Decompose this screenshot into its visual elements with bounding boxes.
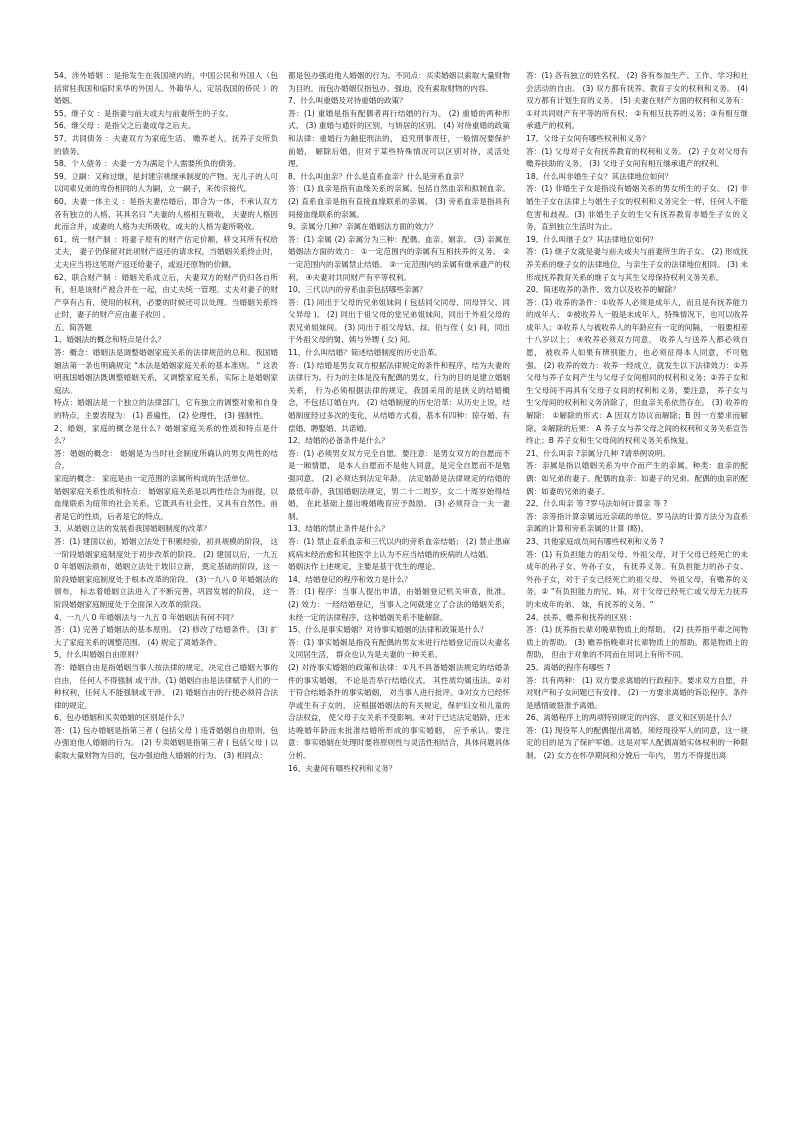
text-column-middle <box>288 70 510 1110</box>
paragraph: 答：(1) 血亲是指有血缘关系的亲属。包括自然血亲和拟制血亲。 (2) 直系血亲是指有直接血缘联系的亲属。 (3) 旁系血亲是指具有间接血缘联系的亲属。 <box>288 184 510 219</box>
paragraph: 特点：婚姻法是一个独立的法律部门，它有独立的调整对象和自身的特点，主要表现为： (1) 普遍性， (2) 伦理性， (3) 强制性。 <box>54 398 278 421</box>
paragraph: 15、什么是事实婚姻？对待事实婚姻的法律和政策是什么？ <box>288 625 488 635</box>
paragraph: 答：(1) 各有独立的姓名权。 (2) 各有参加生产、工作、学习和社会活动的自由。 (3) 双方都有抚养、教育子女的权利和义务。 (4) 双方都有计划生育的义务。 (5) 夫妻在财产方面的权利和义务有：①对共同财产有平等的所有权； ②有相互扶养的义务；③有相互继承遗产的权利。 <box>526 71 748 131</box>
paragraph: 家庭的概念： 家庭是由一定范围的亲属所构成的生活单位。 <box>54 474 254 483</box>
paragraph: 答：(1) 收养的条件：①收养人必须是成年人，而且是有抚养能力的成年人； ②被收养人一般是未成年人，特殊情况下，也可以收养成年人；③收养人与被收养人的年龄应有一定的间隔， 一般要相差十八岁以上； ④收养必须双方同意， 收养人与送养人都必须自愿， 被收养人如果有辨别能力，也必须征得本人同意，不可勉强。 (2) 收养的效力：收养一经成立，就发生以下法律效力：①养父母与养子女间产生与父母子女间相同的权利和义务；②养子女和生父母间不再具有父母子女间的权利和义务，要注意， 养子女与生父母间的权利和义务消除了，但血亲关系依然存在。 (3) 收养的解除： ①解除的形式：A 因双方协议而解除；B 因一方要求而解除。②解除的后果： A 养子女与养父母之间的权利和义务关系宣告终止；B 养子女和生父母间的权利义务关系恢复。 <box>526 297 748 446</box>
paragraph: 26、离婚程序上的两项特别规定的内容、 意义和区别是什么？ <box>526 713 736 723</box>
paragraph: 答：(1) 事实婚姻是指没有配偶的男女未进行结婚登记而以夫妻名义同居生活， 群众也认为是夫妻的一种关系。 <box>288 637 510 660</box>
paragraph: 17、父母子女间有哪些权利和义务？ <box>526 133 650 143</box>
paragraph: 答：(1) 重婚是指有配偶者再行结婚的行为。 (2) 重婚的两种形式。 (3) 重婚与通奸的区别，与姘居的区别。 (4) 对待重婚的政策和法律：重婚行为触犯刑法的， 追究刑事责任，一般情况要保护前婚， 解除后婚，但对于某些特殊情况可以区别对待，灵活处理。 <box>288 108 510 169</box>
paragraph: 55、继子女 ：是指妻与前夫或夫与前妻所生的子女。 <box>54 108 234 118</box>
paragraph: 5、什么叫婚姻自由原则？ <box>54 650 143 660</box>
paragraph: 答：(1) 建国以前，婚姻立法处于积累经验，初具规模的阶段， 这一阶段婚姻家庭制度处于初步改革的阶段。 (2) 建国以后，一九五 0 年婚姻法颁布，婚姻立法处于坡旧立新， 奠定基础的阶段，这一阶段婚姻家庭制度处于根本改革的阶段。 (3)一九八 0 年婚姻法的颁布， 标志着婚姻立法进入了不断完善，巩固发展的阶段， 这一阶段婚姻家庭制度处于全面深入改革的阶段。 <box>54 536 278 609</box>
paragraph: 答：(1) 完善了婚姻法的基本原则。 (2) 修改了结婚条件。 (3) 扩大了家庭关系的调整范围。 (4) 规定了离婚条件。 <box>54 625 278 647</box>
paragraph: 4、一九八 0 年婚姻法与一九五 0 年婚姻法有何不同？ <box>54 612 238 622</box>
paragraph: 9、亲属分几种？亲属在婚姻法方面的效力？ <box>288 222 438 232</box>
paragraph: 54、涉外婚姻 ：是指发生在我国境内的，中国公民和外国人（包括常驻我国和临时来华的外国人、外籍华人，定居我国的侨民 ）的婚姻。 <box>54 71 278 106</box>
paragraph: 2、婚姻，家庭的概念是什么？婚姻家庭关系的性质和特点是什么？ <box>54 423 278 446</box>
paragraph: 答：(1) 包办婚姻是指第三者 ( 包括父母 ) 违背婚姻自由原则，包办强迫他人婚姻的行为。 (2) 专卖婚姻是指第三者 ( 包括父母 ) 以索取大量财物为目的，包办强迫他人婚姻的行为。 (3) 相同点： <box>54 725 278 761</box>
paragraph: 16、夫妻间有哪些权利和义务？ <box>288 763 397 773</box>
paragraph: 答：(1) 有负担能力的祖父母、外祖父母，对于父母已经死亡的未成年的孙子女、外孙子女， 有抚养义务。有负担能力的孙子女、外孙子女，对于子女已经死亡的祖父母、 外祖父母，有赡养的义务。② "有负担能力的兄、姊，对于父母已经死亡或父母无力抚养的未成年的弟、 妹，有抚养的义务。" <box>526 549 748 609</box>
text-column-left <box>54 70 278 1110</box>
paragraph: 答：(1) 抚养指长辈对晚辈物质上的帮助。 (2) 扶养指平辈之间物质上的帮助。 (3) 赡养指晚辈对长辈物质上的帮助。都是物质上的帮助， 但由于对象的不同而在用词上有所不同。 <box>526 625 748 660</box>
paragraph: 20、简述收养的条件、效力以及收养的解除？ <box>526 285 680 295</box>
paragraph: 21、什么叫亲 ?亲属分几种 ?请举例说明。 <box>526 448 671 458</box>
paragraph: 答：亲等指计算亲属远近亲疏的单位。罗马法的计算方法分为直系亲属的计算和旁系亲属的计算 (略)。 <box>526 511 748 534</box>
paragraph: 都是包办强迫他人婚姻的行为。不同点：买卖婚姻以索取大量财物为目的，而包办婚姻仅指包办、强迫，没有索取财物的内容。 <box>288 71 510 93</box>
paragraph: 答：(1) 现役军人的配偶提出离婚，须经现役军人的同意，这一规定的目的是为了保护军婚。这是对军人配偶离婚实体权利的一种限制。 (2) 女方在怀孕期间和分娩后一年内， 男方不得提出离 <box>526 725 748 761</box>
paragraph: 答：婚姻自由是指婚姻当事人按法律的规定，决定自己婚姻大事的自由， 任何人不得强制 或干涉。(1) 婚姻自由是法律赋予人们的一种权利，任何人不能强制或干涉。 (2) 婚姻自由的行使必须符合法律的规定。 <box>54 662 278 710</box>
paragraph: 25、离婚的程序有哪些 ? <box>526 662 611 672</box>
paragraph: 答：(1) 必须男女双方完全自愿。要注意：是男女双方的自愿而不是一厢情愿， 是本人自愿而不是他人同意，是完全自愿而不是勉强同意。 (2) 必须达到法定年龄。 法定婚龄是法律规定的结婚的最低年龄，我国婚姻法规定，男二十二周岁，女二十周岁始得结婚， 在此基础上提出晚婚晚育应予鼓励。 (3) 必须符合一夫一妻制。 <box>288 448 510 521</box>
paragraph: 11、什么叫结婚？简述结婚制度的历史沿革。 <box>288 348 442 358</box>
paragraph: 答：(1) 亲属 (2) 亲属分为三种：配偶、血亲、姻亲。 (3) 亲属在婚姻法方面的效力： ①一定范围内的亲属有互相扶养的义务。 ②一定范围内的亲属禁止结婚。 ③一定范围内的亲属有继承遗产的权利。 ④夫妻对共同财产有平等权利。 <box>288 234 510 282</box>
paragraph: 24、扶养、赡养和抚养的区别 : <box>526 612 632 622</box>
paragraph: 婚姻家庭关系性质和特点： 婚姻家庭关系是以两性结合为前提，以血缘联系为纽带的社会关系，它既具有社会性，又具有自然性。前者是它的性质，后者是它的特点。 <box>54 486 278 521</box>
paragraph: 59、立嗣：又称过继，是封建宗祧继承制度的产物。无儿子的人可以同辈兄弟的卑份相同的人为嗣，立一嗣子，来传宗接代。 <box>54 171 278 194</box>
paragraph: 6、包办婚姻和买卖婚姻的区别是什么？ <box>54 713 188 723</box>
paragraph: 答：(1) 禁止直系血亲和三代以内的旁系血亲结婚； (2) 禁止患麻疯病未经治愈和其他医学上认为不应当结婚的疾病的人结婚。 <box>288 536 510 559</box>
paragraph: 56、继父母 ：是指父之后妻或母之后夫。 <box>54 121 196 131</box>
paragraph: 答：婚姻的概念： 婚姻是为当时社会制度所确认的男女两性的结合。 <box>54 448 278 471</box>
paragraph: 答：(1) 非婚生子女是指没有婚姻关系的男女所生的子女。 (2) 非婚生子女在法律上与婚生子女的权利和义务完全一样，任何人不能危害和歧视。(3) 非婚生子女的生父有抚养教育非婚生子女的义务，直到独立生活时为止。 <box>526 184 748 232</box>
paragraph: 答：共有两种： (1) 双方要求离婚的行政程序。要求双方自愿，并对财产和子女问题已有安排。 (2) 一方要求离婚的诉讼程序。条件是感情破裂准予离婚。 <box>526 675 748 710</box>
paragraph: 22、什么叫亲 等 ?罗马法如何计算亲 等 ? <box>526 499 668 509</box>
paragraph: 答：(1) 父母对子女有抚养教育的权利和义务。 (2) 子女对父母有赡养扶助的义务。 (3) 父母子女间有相互继承遗产的权利。 <box>526 146 748 169</box>
paragraph: 五、简答题 <box>54 322 92 332</box>
paragraph: 3、从婚姻立法的发展看我国婚姻制度的改革？ <box>54 524 211 534</box>
paragraph: 10、三代以内的旁系血亲包括哪些亲属？ <box>288 285 427 295</box>
text-column-right <box>526 70 748 1110</box>
paragraph: 13、结婚的禁止条件是什么？ <box>288 524 389 534</box>
paragraph: 62、联合财产制 ：婚姻关系成立后，夫妻双方的财产仍归各自所有，但是该财产被合并在一起，由丈夫统一管理。丈夫对妻子的财产享有占有，使用的权利，必要的时候还可以处理。当婚姻关系终止时，妻子的财产应由妻子收回 。 <box>54 272 278 320</box>
paragraph: 61、统一财产制 ：将妻子原有的财产估定价额，移交其所有权给丈夫， 妻子仍保留对此项财产返还的请求权，当婚姻关系终止时，丈夫应当将这笔财产返还给妻子，或返还原物的价额。 <box>54 234 278 269</box>
paragraph: 19、什么叫继子女？其法律地位如何？ <box>526 234 658 244</box>
paragraph: 答：(1) 同出于父母的兄弟姐妹间 ( 包括同父同母、同母异父、同父异母 )。 (2) 同出于祖父母的堂兄弟姐妹间，同出于外祖父母的表兄弟姐妹间。 (3) 同出于祖父母姑、叔、伯与侄 ( 女) 间，同出于外祖父母的舅、姨与外甥 ( 女) 间。 <box>288 297 510 345</box>
paragraph: (2) 对待事实婚姻的政策和法律：①凡不具备婚姻法规定的结婚条件的事实婚姻， 不论是否举行结婚仪式， 其性质均属违法。②对于符合结婚条件的事实婚姻， 对当事人进行批评。③对女方已经怀孕或生有子女的， 应根据婚姻法的有关规定，保护妇女和儿童的合法权益， 使父母子女关系不受影响。④对于已达法定婚龄，还未达晚婚年龄而未批准结婚所形成的事实婚姻， 应予承认。要注意：事实婚姻在处理时要将原则性与灵活性相结合，具体问题具体分析。 <box>288 662 510 761</box>
paragraph: 1、婚姻法的概念和特点是什么？ <box>54 335 166 345</box>
paragraph: 23、共他家庭成员间有哪些权利和义务 ? <box>526 536 664 546</box>
paragraph: 答：(1) 继子女就是妻与前夫或夫与前妻所生的子女。 (2) 形成抚养关系的继子女的法律地位，与亲生子女的法律地位相同。 (3) 未形成抚养教育关系的继子女与其生父母保持权利义务关系。 <box>526 247 748 282</box>
paragraph: 14、结婚登记的程序和效力是什么？ <box>288 574 412 584</box>
paragraph: 8、什么叫血亲？什么是直系血亲？什么是旁系血亲？ <box>288 171 468 181</box>
paragraph: 60、夫妻一体主义 ：是指夫妻结婚后，即合为一体，不承认双方各有独立的人格，其具名曰 "夫妻的人格相互吸收， 夫妻的人格因此而合并，或妻的人格为夫所吸收，或夫的人格为妻所吸收。 <box>54 196 278 232</box>
paragraph: 12、结婚的必备条件是什么？ <box>288 436 389 446</box>
paragraph: 婚姻法作上述规定，主要是基于优生的理论。 <box>288 562 440 572</box>
paragraph: 答：(1) 程序：当事人提出申请，由婚姻登记机关审查，批准。 (2) 效力：一经结婚登记，当事人之间就建立了合法的婚姻关系， 未经一定的法律程序，这种婚姻关系不能解除。 <box>288 587 510 622</box>
paragraph: 57、共同债务 ：夫妻双方为家庭生活、 赡养老人，抚养子女所负的债务。 <box>54 133 278 156</box>
paragraph: 答：亲属是指以婚姻关系为中介而产生的亲属。种类：血亲的配偶：如兄弟的妻子。配偶的血亲：如妻子的兄弟。配偶的血亲的配偶：如妻的兄弟的妻子。 <box>526 461 748 496</box>
paragraph: 7、什么叫重婚及对待重婚的政策？ <box>288 96 407 106</box>
paragraph: 答：(1) 结婚是男女双方根据法律规定的条件和程序，结为夫妻的法律行为。行为的主体是没有配偶的男女，行为的目的是建立婚姻关系， 行为必须根据法律的规定。我国采用的是狭义的结婚概念，不包括订婚在内。 (2) 结婚制度的历史沿革：从历史上说，结婚制度经过多次的变化，从结婚方式看，基本有四种：掠夺婚、有偿婚、聘娶婚、共诺婚。 <box>288 360 510 433</box>
paragraph: 18、什么叫非婚生子女？其法律地位如何？ <box>526 171 673 181</box>
paragraph: 答：概念：婚姻法是调整婚姻家庭关系的法律规范的总和。我国婚姻法第一条也明确规定 "本法是婚姻家庭关系的基本准则。 " 这表明我国婚姻法既调整婚姻关系，又调整家庭关系，实际上是婚姻家庭法。 <box>54 348 278 395</box>
paragraph: 58、个人债务 ：夫妻一方为满足个人需要所负的债务。 <box>54 159 241 169</box>
